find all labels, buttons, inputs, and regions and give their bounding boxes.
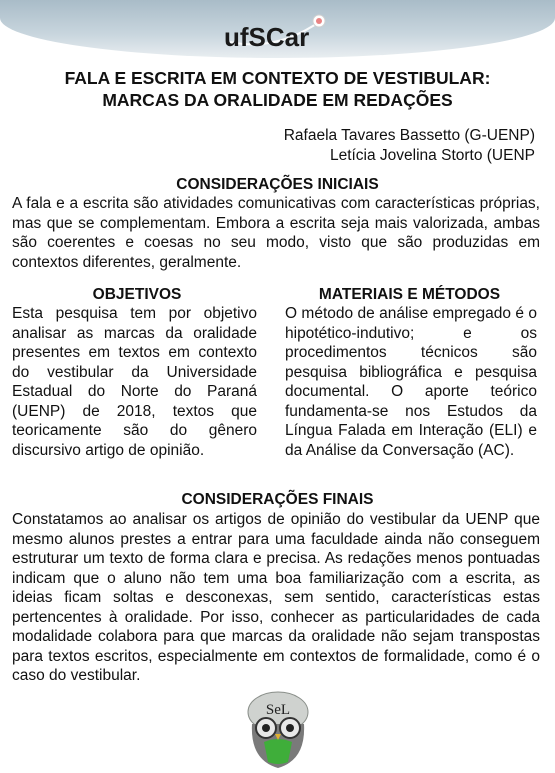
mascot-label: SeL xyxy=(265,702,291,718)
heading-consideracoes-finais: CONSIDERAÇÕES FINAIS xyxy=(181,491,374,508)
author-1: Rafaela Tavares Bassetto (G-UENP) xyxy=(283,127,535,144)
logo-graphic xyxy=(222,12,332,58)
text-objetivos: Esta pesquisa tem por objetivo analisar as marcas da oralidade presentes em textos em contexto do vestibular da Universidade Estadual do Norte do Paraná (UENP) de 2018, textos que teoricamente são do gênero discursivo artigo de opinião. xyxy=(12,305,257,459)
owl-mascot-icon xyxy=(242,690,314,768)
ufscar-logo xyxy=(222,12,332,58)
text-consideracoes-finais: Constatamos ao analisar os artigos de opinião do vestibular da UENP que mesmo alunos prestes a entrar para uma faculdade ainda não conseguem estruturar um texto de forma clara e precisa. As redações menos pontuadas indicam que o aluno não tem uma boa familiarização com a escrita, as ideias ficam soltas e desconexas, sem sentido, características estas pertencentes à oralidade. Por isso, conhecer as particularidades de cada modalidade colabora para que marcas da oralidade não sejam transpostas para textos escritos, especialmente em contextos de formalidade, como é o caso do vestibular. xyxy=(12,511,540,684)
heading-consideracoes-iniciais: CONSIDERAÇÕES INICIAIS xyxy=(176,176,379,193)
title-line-1: FALA E ESCRITA EM CONTEXTO DE VESTIBULAR: xyxy=(64,68,491,88)
author-2: Letícia Jovelina Storto (UENP xyxy=(329,147,535,164)
heading-objetivos: OBJETIVOS xyxy=(92,286,182,303)
logo-text: ufSCar xyxy=(224,22,310,52)
heading-materiais-metodos: MATERIAIS E MÉTODOS xyxy=(318,286,501,303)
title-line-2: MARCAS DA ORALIDADE EM REDAÇÕES xyxy=(102,90,453,110)
text-materiais-metodos: O método de análise empregado é o hipotético-indutivo; e os procedimentos técnicos são pesquisa bibliográfica e pesquisa documental. O aporte teórico fundamenta-se nos Estudos da Língua Falada em Interação (ELI) e da Análise da Conversação (AC). xyxy=(285,305,537,459)
authors xyxy=(284,126,535,166)
poster-title xyxy=(20,67,535,111)
text-consideracoes-iniciais: A fala e a escrita são atividades comunicativas com características próprias, mas que se complementam. Embora a escrita seja mais valorizada, ambas são coerentes e coesas no seu modo, visto que são produzidas em contextos diferentes, geralmente. xyxy=(12,195,540,271)
